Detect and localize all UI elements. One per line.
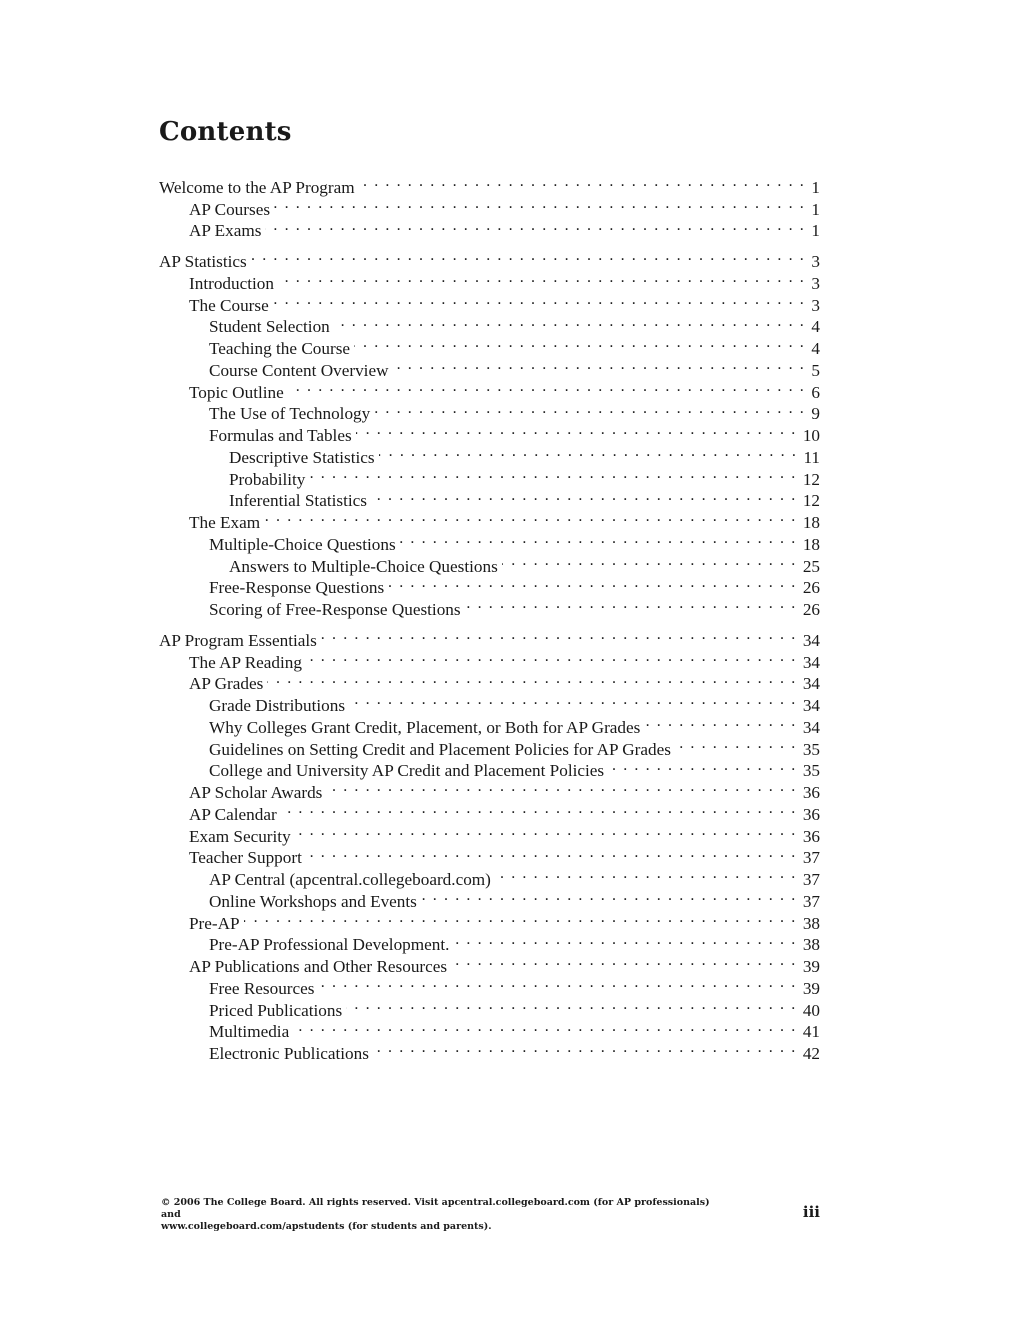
dot-leader	[354, 332, 805, 354]
toc-entry-page-number: 18	[802, 513, 820, 532]
toc-entry-page-number: 1	[811, 221, 820, 241]
toc-entry-title: Formulas and Tables	[209, 426, 352, 445]
toc-entry-title: Answers to Multiple-Choice Questions	[229, 556, 498, 576]
toc-entry-title: AP Statistics	[159, 252, 247, 271]
toc-entry-page-number: 4	[811, 317, 820, 337]
toc-entry-title: AP Exams	[189, 221, 262, 241]
toc-entry-title: The AP Reading	[189, 652, 302, 672]
dot-leader	[495, 863, 797, 885]
dot-leader	[318, 972, 796, 994]
dot-leader	[264, 506, 797, 528]
toc-entry-title: Free-Response Questions	[209, 578, 385, 598]
toc-entry-title: Grade Distributions	[209, 696, 346, 715]
dot-leader	[502, 550, 797, 572]
toc-entry-page-number: 4	[811, 339, 820, 358]
toc-entry[interactable]	[159, 624, 820, 650]
dot-leader	[288, 376, 806, 398]
toc-entry-title: Student Selection	[209, 317, 330, 337]
toc-entry-page-number: 39	[802, 978, 820, 998]
toc-entry-page-number: 36	[802, 783, 820, 802]
toc-entry-title: Multiple-Choice Questions	[209, 534, 396, 554]
dot-leader	[346, 994, 797, 1016]
toc-entry-title: Descriptive Statistics	[229, 447, 375, 467]
toc-entry-page-number: 34	[802, 674, 820, 694]
toc-entry-page-number: 38	[802, 935, 820, 955]
toc-entry-page-number: 41	[802, 1022, 820, 1042]
toc-entry-page-number: 35	[802, 739, 820, 759]
toc-entry-page-number: 34	[802, 630, 820, 650]
toc-entry-title: Exam Security	[189, 826, 291, 846]
dot-leader	[356, 419, 797, 441]
toc-entry-title: AP Central (apcentral.collegeboard.com)	[209, 870, 491, 889]
dot-leader	[321, 624, 797, 646]
toc-entry-title: AP Courses	[189, 199, 271, 219]
toc-entry-page-number: 1	[811, 177, 820, 197]
toc-section	[159, 245, 820, 619]
toc-entry[interactable]	[159, 245, 820, 271]
toc-entry-title: AP Calendar	[189, 804, 277, 824]
toc-entry-title: Probability	[229, 469, 306, 489]
dot-leader	[453, 929, 796, 951]
toc-entry-page-number: 39	[802, 957, 820, 976]
dot-leader	[374, 398, 805, 420]
toc-entry-title: AP Program Essentials	[159, 630, 317, 650]
toc-entry-title: The Exam	[189, 513, 261, 532]
dot-leader	[281, 798, 797, 820]
dot-leader	[379, 441, 798, 463]
dot-leader	[326, 776, 796, 798]
toc-entry-title: Teaching the Course	[209, 339, 351, 358]
dot-leader	[309, 463, 796, 485]
toc-entry-title: Pre-AP Professional Development.	[209, 935, 450, 955]
dot-leader	[400, 528, 797, 550]
table-of-contents	[159, 171, 820, 1063]
toc-entry-title: College and University AP Credit and Placement Policies	[209, 761, 605, 781]
dot-leader	[644, 711, 796, 733]
dot-leader	[371, 485, 797, 507]
toc-entry[interactable]	[159, 907, 820, 933]
toc-entry-page-number: 3	[811, 295, 820, 315]
toc-entry-page-number: 38	[802, 913, 820, 933]
dot-leader	[373, 1037, 797, 1059]
toc-entry-title: Inferential Statistics	[229, 491, 367, 511]
toc-entry-title: Teacher Support	[189, 848, 302, 868]
toc-entry-title: AP Scholar Awards	[189, 783, 323, 802]
toc-entry-page-number: 34	[802, 652, 820, 672]
dot-leader	[265, 215, 805, 237]
toc-entry-title: The Use of Technology	[209, 404, 371, 424]
dot-leader	[421, 885, 797, 907]
toc-entry-title: Scoring of Free-Response Questions	[209, 600, 461, 619]
dot-leader	[306, 842, 797, 864]
toc-entry-page-number: 18	[802, 534, 820, 554]
toc-entry-title: Pre-AP	[189, 913, 240, 933]
toc-entry-page-number: 12	[802, 469, 820, 489]
toc-entry-page-number: 35	[802, 761, 820, 781]
toc-entry[interactable]	[159, 171, 820, 197]
toc-section	[159, 171, 820, 241]
dot-leader	[349, 689, 797, 711]
toc-entry[interactable]	[159, 929, 820, 955]
toc-entry[interactable]	[159, 267, 820, 293]
toc-entry-title: Multimedia	[209, 1022, 290, 1042]
toc-entry-page-number: 34	[802, 696, 820, 715]
toc-entry-page-number: 1	[811, 199, 820, 219]
dot-leader	[451, 950, 797, 972]
toc-entry-page-number: 36	[802, 804, 820, 824]
toc-entry-page-number: 26	[802, 578, 820, 598]
toc-entry-title: Why Colleges Grant Credit, Placement, or Both for AP Grades	[209, 717, 641, 737]
toc-entry-page-number: 36	[802, 826, 820, 846]
page-number: iii	[802, 1203, 820, 1221]
dot-leader	[306, 646, 797, 668]
dot-leader	[278, 267, 805, 289]
copyright-line: www.collegeboard.com/apstudents (for students and parents).	[161, 1221, 492, 1232]
dot-leader	[465, 593, 797, 615]
toc-entry-title: AP Publications and Other Resources	[189, 957, 448, 976]
toc-entry-title: Welcome to the AP Program	[159, 177, 355, 197]
dot-leader	[274, 193, 805, 215]
dot-leader	[273, 289, 806, 311]
toc-entry-title: Priced Publications	[209, 1000, 343, 1020]
toc-entry-title: AP Grades	[189, 674, 264, 694]
dot-leader	[267, 668, 797, 690]
page-title: Contents	[159, 117, 292, 147]
dot-leader	[295, 820, 797, 842]
toc-entry-page-number: 6	[811, 382, 820, 402]
dot-leader	[608, 755, 797, 777]
dot-leader	[392, 354, 805, 376]
toc-entry-page-number: 11	[803, 447, 820, 467]
dot-leader	[334, 311, 806, 333]
toc-entry-page-number: 37	[802, 891, 820, 911]
toc-entry-page-number: 12	[802, 491, 820, 511]
toc-entry-title: Guidelines on Setting Credit and Placement Policies for AP Grades	[209, 739, 671, 759]
dot-leader	[675, 733, 797, 755]
copyright-notice	[161, 1197, 721, 1233]
toc-entry-title: Introduction	[189, 273, 274, 293]
toc-entry-page-number: 40	[802, 1000, 820, 1020]
dot-leader	[359, 171, 806, 193]
dot-leader	[388, 572, 797, 594]
toc-entry-page-number: 37	[802, 848, 820, 868]
toc-entry-page-number: 3	[811, 252, 820, 271]
toc-entry-title: Online Workshops and Events	[209, 891, 417, 911]
toc-entry-page-number: 3	[811, 273, 820, 293]
toc-entry-page-number: 10	[802, 426, 820, 445]
toc-entry-page-number: 9	[811, 404, 820, 424]
toc-entry-title: Course Content Overview	[209, 360, 389, 380]
toc-entry-page-number: 25	[802, 556, 820, 576]
toc-entry-title: Topic Outline	[189, 382, 284, 402]
toc-entry-page-number: 26	[802, 600, 820, 619]
toc-entry-page-number: 37	[802, 870, 820, 889]
toc-section	[159, 624, 820, 1063]
toc-entry-page-number: 42	[802, 1044, 820, 1063]
dot-leader	[244, 907, 797, 929]
dot-leader	[251, 245, 806, 267]
dot-leader	[293, 1016, 797, 1038]
toc-entry-page-number: 5	[811, 360, 820, 380]
toc-entry-title: Electronic Publications	[209, 1044, 369, 1063]
toc-entry-page-number: 34	[802, 717, 820, 737]
toc-entry-title: The Course	[189, 295, 269, 315]
copyright-line: © 2006 The College Board. All rights reserved. Visit apcentral.collegeboard.com (for AP professionals) and	[161, 1197, 710, 1220]
toc-entry-title: Free Resources	[209, 978, 315, 998]
